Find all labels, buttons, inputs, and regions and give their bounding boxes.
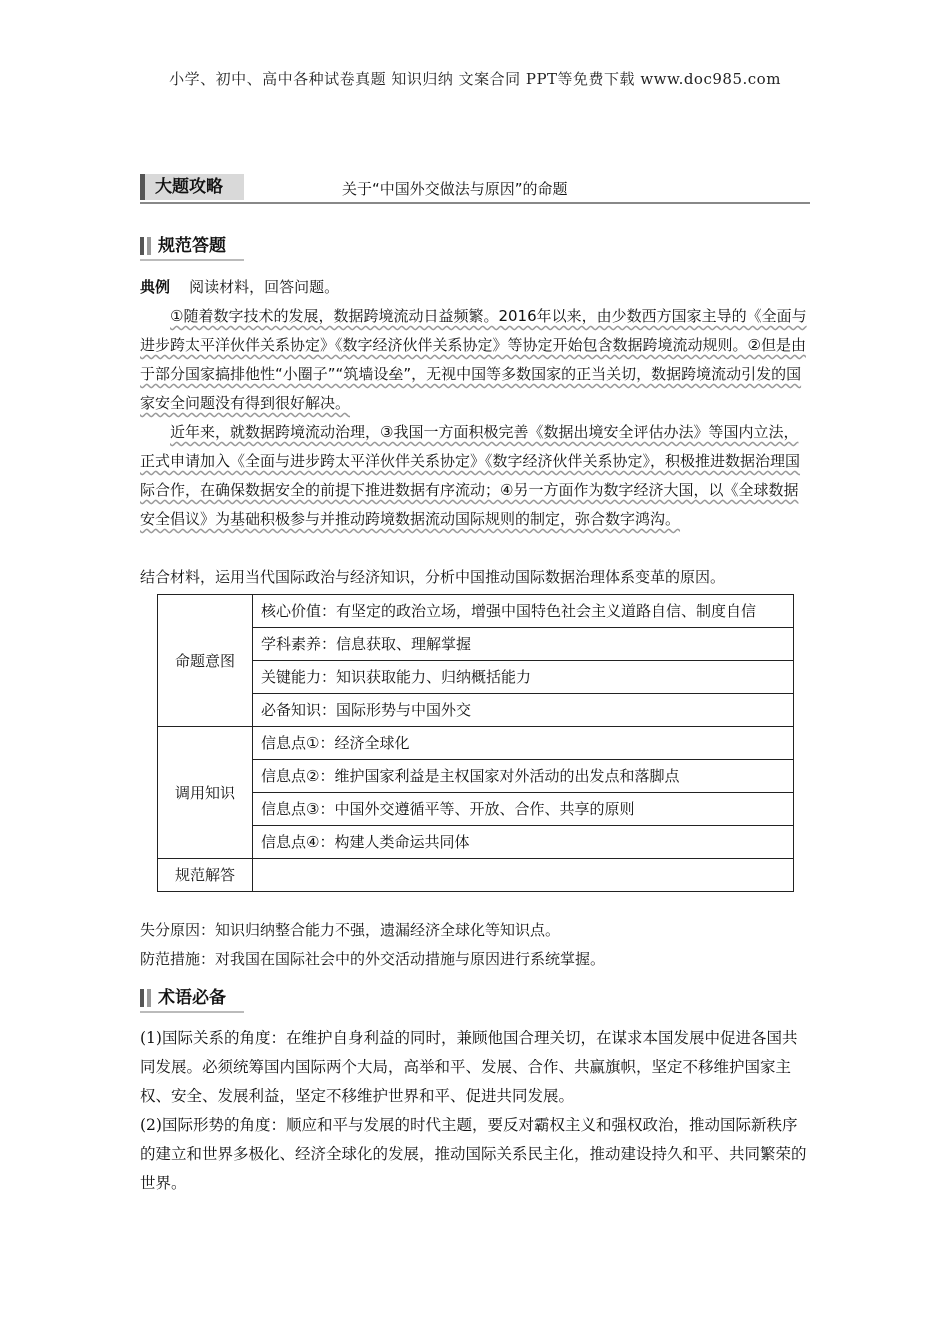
table-cell: 关键能力：知识获取能力、归纳概括能力 (253, 661, 794, 694)
table-row (158, 859, 794, 892)
section-header (140, 172, 810, 204)
term-item-2: (2)国际形势的角度：顺应和平与发展的时代主题，要反对霸权主义和强权政治，推动国际新秩序的建立和世界多极化、经济全球化的发展，推动国际关系民主化，推动建设持久和平、共同繁荣的世界。 (140, 1116, 807, 1192)
term-item-1: (1)国际关系的角度：在维护自身利益的同时，兼顾他国合理关切，在谋求本国发展中促进各国共同发展。必须统筹国内国际两个大局，高举和平、发展、合作、共赢旗帜，坚定不移维护国家主权、安全、发展利益，坚定不移维护世界和平、促进共同发展。 (140, 1029, 798, 1105)
material-text-1: ①随着数字技术的发展，数据跨境流动日益频繁。2016年以来，由少数西方国家主导的《全面与进步跨太平洋伙伴关系协定》《数字经济伙伴关系协定》等协定开始包含数据跨境流动规则。②但是由于部分国家搞排他性“小圈子”“筑墙设垒”，无视中国等多数国家的正当关切，数据跨境流动引发的国家安全问题没有得到很好解决。 (140, 307, 807, 412)
table-row (158, 760, 794, 793)
prevention: 防范措施：对我国在国际社会中的外交活动措施与原因进行系统掌握。 (140, 950, 606, 968)
answer-cell (253, 859, 794, 892)
group-label-intent: 命题意图 (158, 595, 253, 727)
heading-mark (147, 989, 151, 1007)
terms-heading-label: 术语必备 (158, 988, 226, 1008)
example-instruction: 阅读材料，回答问题。 (189, 278, 340, 296)
heading-mark (147, 237, 151, 255)
table-cell: 信息点③：中国外交遵循平等、开放、合作、共享的原则 (253, 793, 794, 826)
loss-reason: 失分原因：知识归纳整合能力不强，遗漏经济全球化等知识点。 (140, 921, 561, 939)
table-cell: 信息点①：经济全球化 (253, 727, 794, 760)
heading-underline (140, 1011, 244, 1013)
heading-mark (140, 989, 144, 1007)
table-row (158, 826, 794, 859)
table-cell: 必备知识：国际形势与中国外交 (253, 694, 794, 727)
group-label-knowledge: 调用知识 (158, 727, 253, 859)
answer-heading (140, 234, 244, 258)
table-row (158, 694, 794, 727)
table-row (158, 793, 794, 826)
terms-heading (140, 986, 244, 1010)
table-cell: 核心价值：有坚定的政治立场，增强中国特色社会主义道路自信、制度自信 (253, 595, 794, 628)
example-label: 典例 (140, 278, 171, 296)
intent-table (157, 594, 794, 892)
table-cell: 信息点④：构建人类命运共同体 (253, 826, 794, 859)
heading-mark (140, 237, 144, 255)
table-cell: 信息点②：维护国家利益是主权国家对外活动的出发点和落脚点 (253, 760, 794, 793)
table-row (158, 661, 794, 694)
material-text-2: 近年来，就数据跨境流动治理，③我国一方面积极完善《数据出境安全评估办法》等国内立法，正式申请加入《全面与进步跨太平洋伙伴关系协定》《数字经济伙伴关系协定》，积极推进数据治理国际合作，在确保数据安全的前提下推进数据有序流动；④另一方面作为数字经济大国，以《全球数据安全倡议》为基础积极参与并推动跨境数据流动国际规则的制定，弥合数字鸿沟。 (140, 423, 801, 528)
table-row (158, 727, 794, 760)
table-cell: 学科素养：信息获取、理解掌握 (253, 628, 794, 661)
table-row (158, 595, 794, 628)
heading-underline (140, 259, 244, 261)
answer-heading-label: 规范答题 (158, 236, 226, 256)
section-title: 关于“中国外交做法与原因”的命题 (342, 180, 568, 198)
question: 结合材料，运用当代国际政治与经济知识，分析中国推动国际数据治理体系变革的原因。 (140, 568, 726, 586)
table-row (158, 628, 794, 661)
material-paragraph-2 (140, 418, 810, 534)
material-paragraph-1 (140, 302, 810, 418)
group-label-answer: 规范解答 (158, 859, 253, 892)
page-header: 小学、初中、高中各种试卷真题 知识归纳 文案合同 PPT等免费下载 www.doc985.com (169, 70, 781, 88)
section-tag: 大题攻略 (140, 174, 244, 200)
example-line (140, 273, 810, 302)
